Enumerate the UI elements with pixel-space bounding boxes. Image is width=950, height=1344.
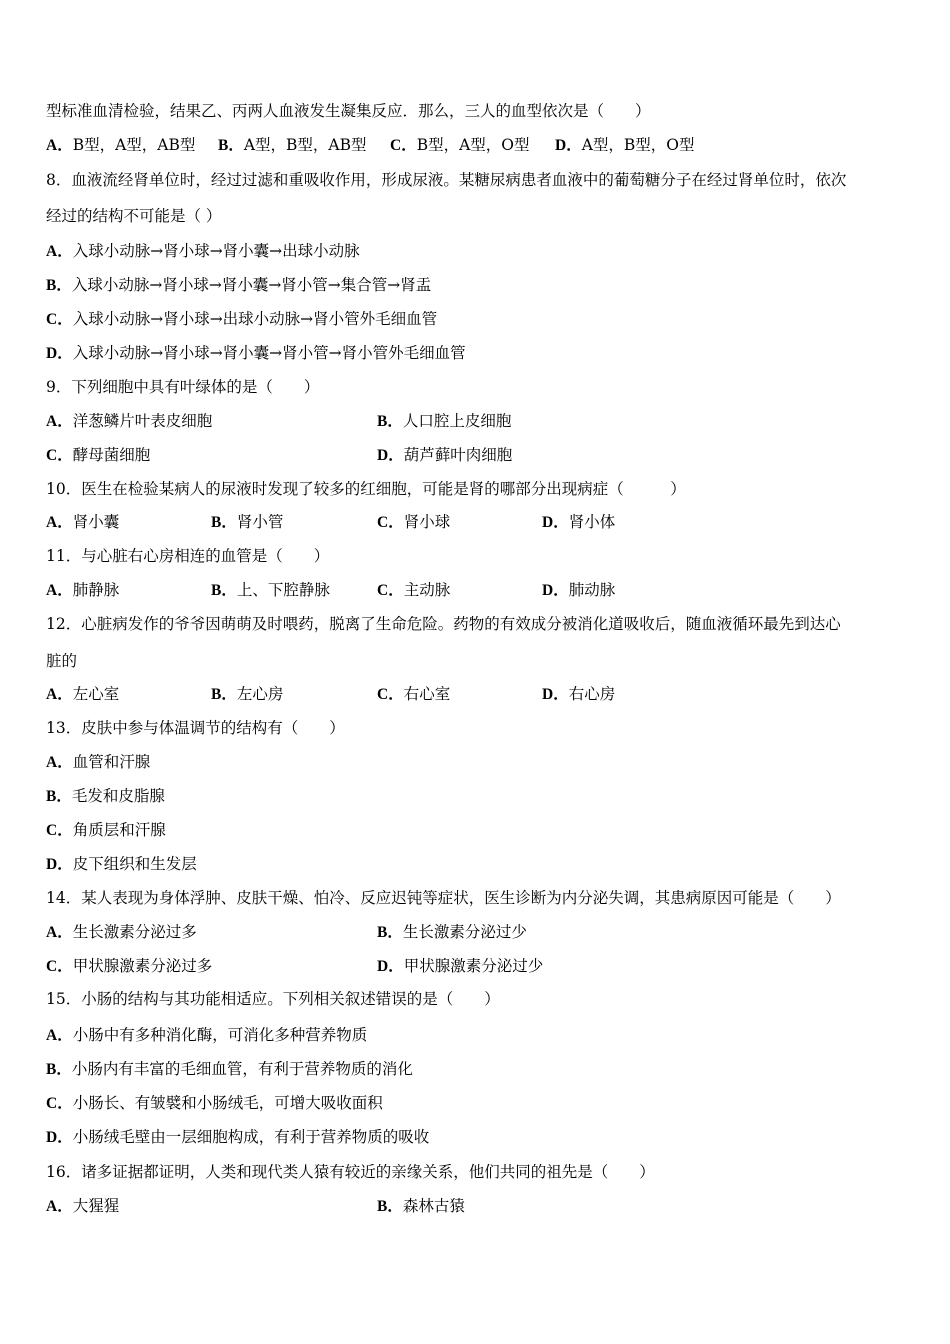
q14-stem: 14．某人表现为身体浮肿、皮肤干燥、怕冷、反应迟钝等症状，医生诊断为内分泌失调，其患病原因可能是（ ） [46, 889, 841, 907]
q11-option-a: A．肺静脉 [46, 581, 120, 599]
q9-option-c: C．酵母菌细胞 [46, 446, 151, 464]
q10-option-d: D．肾小体 [542, 513, 616, 531]
q8-stem-line2: 经过的结构不可能是（ ） [46, 207, 222, 225]
q8-option-a: A．入球小动脉→肾小球→肾小囊→出球小动脉 [46, 242, 360, 260]
q10-option-c: C．肾小球 [377, 513, 451, 531]
q12-stem-line2: 脏的 [46, 652, 78, 670]
q16-option-b: B．森林古猿 [377, 1197, 465, 1215]
q7-option-c: C．B型，A型，O型 [390, 136, 530, 154]
q10-stem: 10．医生在检验某病人的尿液时发现了较多的红细胞，可能是肾的哪部分出现病症（ ） [46, 480, 686, 498]
q12-option-a: A．左心室 [46, 685, 120, 703]
q9-option-d: D．葫芦藓叶肉细胞 [377, 446, 513, 464]
q11-stem: 11．与心脏右心房相连的血管是（ ） [46, 547, 330, 565]
q9-option-a: A．洋葱鳞片叶表皮细胞 [46, 412, 213, 430]
q11-option-c: C．主动脉 [377, 581, 451, 599]
q16-option-a: A．大猩猩 [46, 1197, 120, 1215]
q7-option-a: A．B型，A型，AB型 [46, 136, 196, 154]
q14-option-a: A．生长激素分泌过多 [46, 923, 197, 941]
q13-option-c: C．角质层和汗腺 [46, 821, 166, 839]
q15-option-c: C．小肠长、有皱襞和小肠绒毛，可增大吸收面积 [46, 1094, 383, 1112]
q12-option-d: D．右心房 [542, 685, 616, 703]
q12-option-b: B．左心房 [211, 685, 284, 703]
q13-option-a: A．血管和汗腺 [46, 753, 151, 771]
q10-option-b: B．肾小管 [211, 513, 284, 531]
q14-option-b: B．生长激素分泌过少 [377, 923, 527, 941]
q15-stem: 15．小肠的结构与其功能相适应。下列相关叙述错误的是（ ） [46, 990, 500, 1008]
q14-option-d: D．甲状腺激素分泌过少 [377, 957, 544, 975]
q12-stem-line1: 12．心脏病发作的爷爷因萌萌及时喂药，脱离了生命危险。药物的有效成分被消化道吸收后，随血液循环最先到达心 [46, 615, 841, 633]
q7-option-b: B．A型，B型，AB型 [218, 136, 367, 154]
q10-option-a: A．肾小囊 [46, 513, 120, 531]
q16-stem: 16．诸多证据都证明，人类和现代类人猿有较近的亲缘关系，他们共同的祖先是（ ） [46, 1163, 655, 1181]
q14-option-c: C．甲状腺激素分泌过多 [46, 957, 213, 975]
q8-option-d: D．入球小动脉→肾小球→肾小囊→肾小管→肾小管外毛细血管 [46, 344, 466, 362]
q13-option-d: D．皮下组织和生发层 [46, 855, 197, 873]
q8-option-c: C．入球小动脉→肾小球→出球小动脉→肾小管外毛细血管 [46, 310, 438, 328]
q8-stem-line1: 8．血液流经肾单位时，经过过滤和重吸收作用，形成尿液。某糖尿病患者血液中的葡萄糖分子在经过肾单位时，依次 [46, 171, 847, 189]
q15-option-d: D．小肠绒毛壁由一层细胞构成，有利于营养物质的吸收 [46, 1128, 430, 1146]
q13-option-b: B．毛发和皮脂腺 [46, 787, 165, 805]
q15-option-b: B．小肠内有丰富的毛细血管，有利于营养物质的消化 [46, 1060, 413, 1078]
q7-stem-continuation: 型标准血清检验，结果乙、丙两人血液发生凝集反应．那么，三人的血型依次是（ ） [46, 102, 651, 120]
q11-option-b: B．上、下腔静脉 [211, 581, 330, 599]
q8-option-b: B．入球小动脉→肾小球→肾小囊→肾小管→集合管→肾盂 [46, 276, 432, 294]
q15-option-a: A．小肠中有多种消化酶，可消化多种营养物质 [46, 1026, 368, 1044]
q12-option-c: C．右心室 [377, 685, 451, 703]
q9-option-b: B．人口腔上皮细胞 [377, 412, 512, 430]
q13-stem: 13．皮肤中参与体温调节的结构有（ ） [46, 719, 345, 737]
q7-option-d: D．A型，B型，O型 [555, 136, 695, 154]
q11-option-d: D．肺动脉 [542, 581, 616, 599]
q9-stem: 9．下列细胞中具有叶绿体的是（ ） [46, 378, 320, 396]
